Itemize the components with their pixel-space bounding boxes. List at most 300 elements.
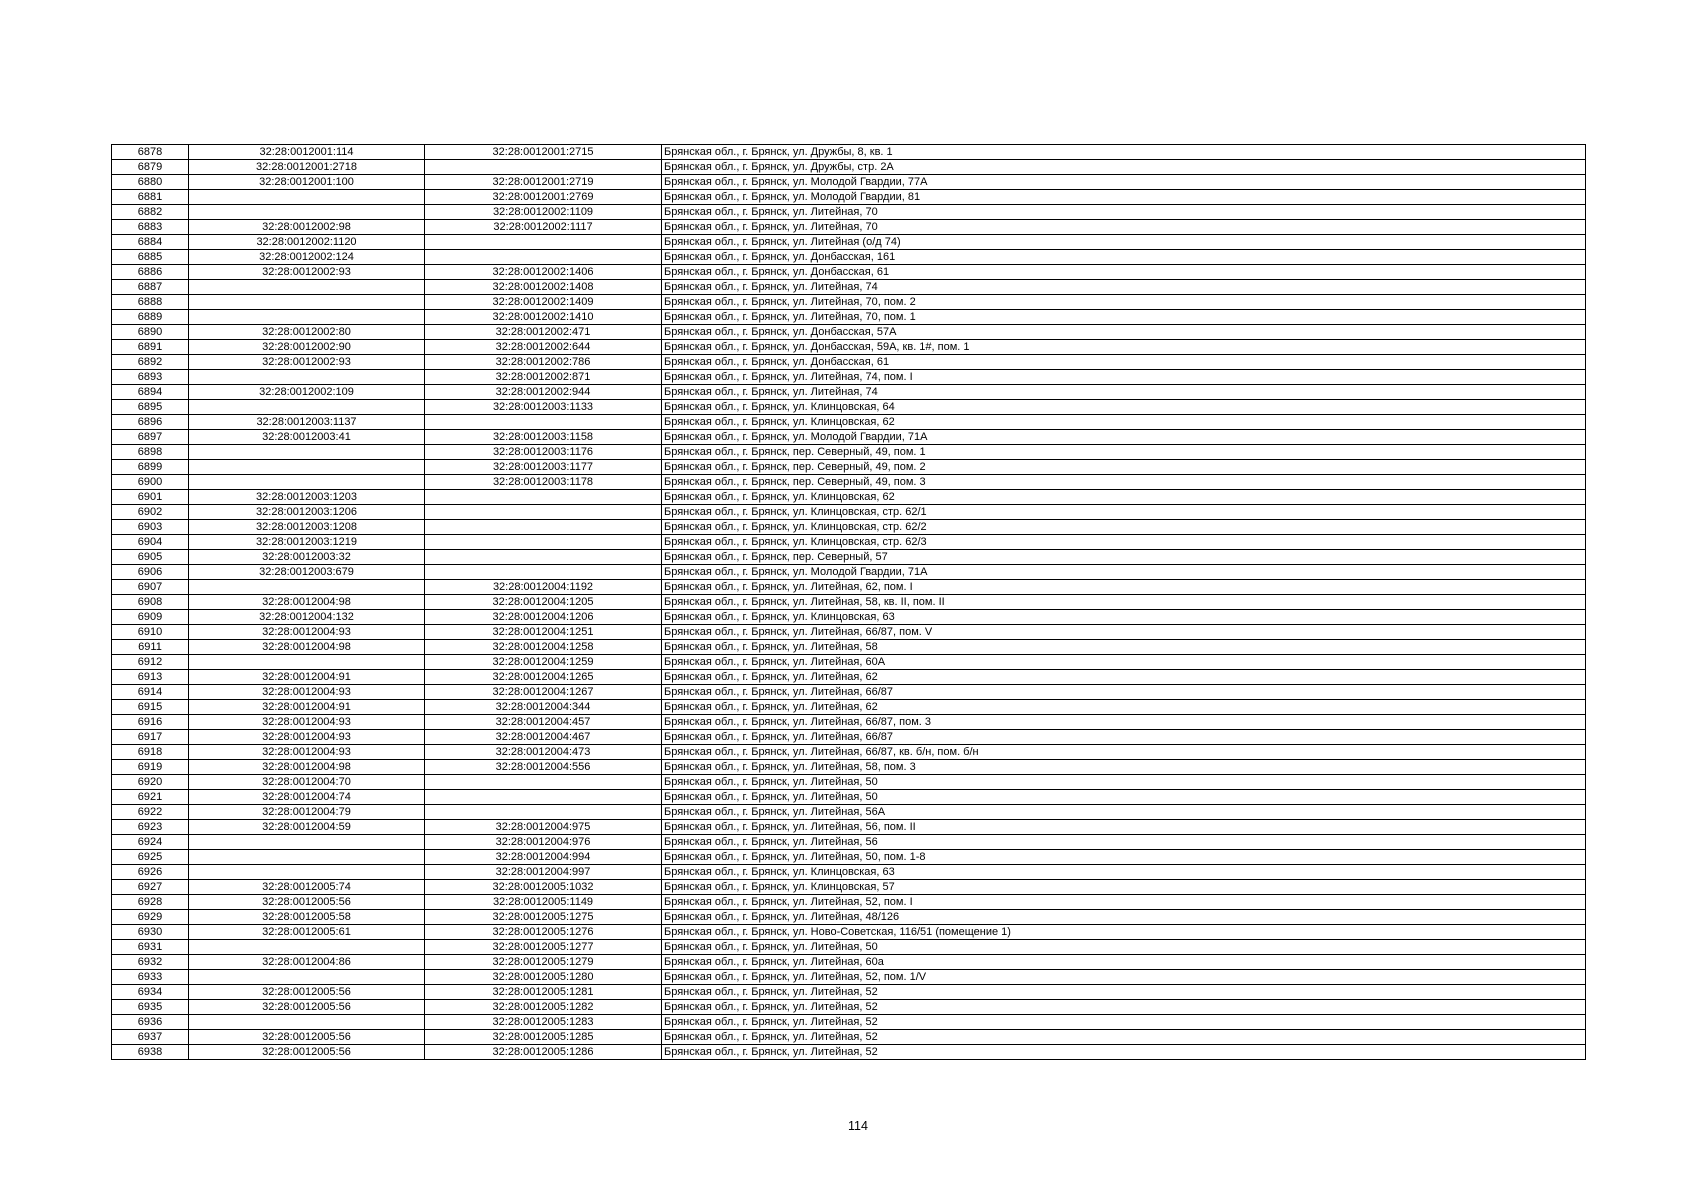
row-number-cell: 6882 bbox=[112, 205, 189, 220]
table-row bbox=[112, 610, 1586, 625]
cadastral-number-1-cell bbox=[189, 400, 425, 415]
cadastral-number-1-cell: 32:28:0012002:90 bbox=[189, 340, 425, 355]
row-number-cell: 6906 bbox=[112, 565, 189, 580]
cadastral-number-2-cell: 32:28:0012004:975 bbox=[425, 820, 662, 835]
cadastral-number-1-cell bbox=[189, 310, 425, 325]
row-number-cell: 6919 bbox=[112, 760, 189, 775]
cadastral-number-2-cell bbox=[425, 160, 662, 175]
row-number-cell: 6905 bbox=[112, 550, 189, 565]
cadastral-number-1-cell: 32:28:0012003:679 bbox=[189, 565, 425, 580]
address-cell: Брянская обл., г. Брянск, ул. Литейная, 52 bbox=[662, 1045, 1586, 1060]
table-row bbox=[112, 685, 1586, 700]
row-number-cell: 6904 bbox=[112, 535, 189, 550]
row-number-cell: 6883 bbox=[112, 220, 189, 235]
row-number-cell: 6879 bbox=[112, 160, 189, 175]
cadastral-number-1-cell bbox=[189, 445, 425, 460]
address-cell: Брянская обл., г. Брянск, ул. Литейная, 70 bbox=[662, 220, 1586, 235]
row-number-cell: 6912 bbox=[112, 655, 189, 670]
row-number-cell: 6929 bbox=[112, 910, 189, 925]
address-cell: Брянская обл., г. Брянск, ул. Литейная, 66/87, пом. 3 bbox=[662, 715, 1586, 730]
cadastral-number-2-cell: 32:28:0012003:1177 bbox=[425, 460, 662, 475]
table-row bbox=[112, 580, 1586, 595]
address-cell: Брянская обл., г. Брянск, ул. Литейная, 58, кв. II, пом. II bbox=[662, 595, 1586, 610]
row-number-cell: 6891 bbox=[112, 340, 189, 355]
row-number-cell: 6892 bbox=[112, 355, 189, 370]
row-number-cell: 6884 bbox=[112, 235, 189, 250]
cadastral-number-1-cell: 32:28:0012004:91 bbox=[189, 670, 425, 685]
table-row bbox=[112, 475, 1586, 490]
cadastral-number-2-cell: 32:28:0012002:1109 bbox=[425, 205, 662, 220]
cadastral-number-2-cell: 32:28:0012002:1408 bbox=[425, 280, 662, 295]
row-number-cell: 6927 bbox=[112, 880, 189, 895]
cadastral-number-1-cell: 32:28:0012002:124 bbox=[189, 250, 425, 265]
cadastral-number-1-cell bbox=[189, 370, 425, 385]
cadastral-number-1-cell: 32:28:0012004:93 bbox=[189, 730, 425, 745]
cadastral-number-1-cell: 32:28:0012002:93 bbox=[189, 355, 425, 370]
table-row bbox=[112, 295, 1586, 310]
cadastral-number-2-cell: 32:28:0012004:994 bbox=[425, 850, 662, 865]
table-row bbox=[112, 655, 1586, 670]
table-row bbox=[112, 310, 1586, 325]
row-number-cell: 6914 bbox=[112, 685, 189, 700]
cadastral-number-2-cell: 32:28:0012005:1281 bbox=[425, 985, 662, 1000]
address-cell: Брянская обл., г. Брянск, ул. Литейная, 58, пом. 3 bbox=[662, 760, 1586, 775]
cadastral-number-1-cell: 32:28:0012004:98 bbox=[189, 595, 425, 610]
cadastral-number-2-cell: 32:28:0012002:1117 bbox=[425, 220, 662, 235]
cadastral-number-1-cell: 32:28:0012003:1208 bbox=[189, 520, 425, 535]
table-row bbox=[112, 490, 1586, 505]
row-number-cell: 6932 bbox=[112, 955, 189, 970]
row-number-cell: 6889 bbox=[112, 310, 189, 325]
table-row bbox=[112, 460, 1586, 475]
cadastral-number-1-cell: 32:28:0012005:56 bbox=[189, 1000, 425, 1015]
cadastral-number-1-cell bbox=[189, 1015, 425, 1030]
table-row bbox=[112, 550, 1586, 565]
cadastral-number-2-cell: 32:28:0012002:644 bbox=[425, 340, 662, 355]
table-row bbox=[112, 595, 1586, 610]
cadastral-number-2-cell: 32:28:0012004:344 bbox=[425, 700, 662, 715]
table-row bbox=[112, 505, 1586, 520]
cadastral-number-1-cell: 32:28:0012003:1206 bbox=[189, 505, 425, 520]
cadastral-number-1-cell: 32:28:0012004:93 bbox=[189, 685, 425, 700]
table-row bbox=[112, 250, 1586, 265]
cadastral-number-1-cell: 32:28:0012005:56 bbox=[189, 1045, 425, 1060]
row-number-cell: 6910 bbox=[112, 625, 189, 640]
address-cell: Брянская обл., г. Брянск, ул. Клинцовская, 64 bbox=[662, 400, 1586, 415]
table-row bbox=[112, 415, 1586, 430]
cadastral-number-1-cell bbox=[189, 280, 425, 295]
table-row bbox=[112, 280, 1586, 295]
cadastral-number-1-cell: 32:28:0012003:1137 bbox=[189, 415, 425, 430]
cadastral-number-1-cell: 32:28:0012001:114 bbox=[189, 145, 425, 160]
cadastral-number-2-cell: 32:28:0012005:1277 bbox=[425, 940, 662, 955]
table-row bbox=[112, 400, 1586, 415]
row-number-cell: 6899 bbox=[112, 460, 189, 475]
table-row bbox=[112, 370, 1586, 385]
cadastral-number-2-cell: 32:28:0012004:997 bbox=[425, 865, 662, 880]
address-cell: Брянская обл., г. Брянск, ул. Литейная, 66/87, кв. б/н, пом. б/н bbox=[662, 745, 1586, 760]
address-cell: Брянская обл., г. Брянск, ул. Литейная, 48/126 bbox=[662, 910, 1586, 925]
cadastral-number-2-cell: 32:28:0012003:1176 bbox=[425, 445, 662, 460]
address-cell: Брянская обл., г. Брянск, ул. Клинцовская, стр. 62/3 bbox=[662, 535, 1586, 550]
address-cell: Брянская обл., г. Брянск, пер. Северный, 49, пом. 2 bbox=[662, 460, 1586, 475]
address-cell: Брянская обл., г. Брянск, ул. Литейная, 74 bbox=[662, 385, 1586, 400]
row-number-cell: 6898 bbox=[112, 445, 189, 460]
row-number-cell: 6936 bbox=[112, 1015, 189, 1030]
table-row bbox=[112, 1000, 1586, 1015]
cadastral-number-1-cell: 32:28:0012005:74 bbox=[189, 880, 425, 895]
cadastral-number-2-cell: 32:28:0012002:1406 bbox=[425, 265, 662, 280]
table-row bbox=[112, 805, 1586, 820]
address-cell: Брянская обл., г. Брянск, ул. Литейная, 70 bbox=[662, 205, 1586, 220]
table-row bbox=[112, 895, 1586, 910]
cadastral-number-2-cell: 32:28:0012003:1133 bbox=[425, 400, 662, 415]
row-number-cell: 6922 bbox=[112, 805, 189, 820]
address-cell: Брянская обл., г. Брянск, ул. Литейная, 62, пом. I bbox=[662, 580, 1586, 595]
address-cell: Брянская обл., г. Брянск, ул. Ново-Советская, 116/51 (помещение 1) bbox=[662, 925, 1586, 940]
cadastral-number-2-cell: 32:28:0012003:1158 bbox=[425, 430, 662, 445]
row-number-cell: 6921 bbox=[112, 790, 189, 805]
table-row bbox=[112, 925, 1586, 940]
table-row bbox=[112, 880, 1586, 895]
registry-table bbox=[111, 144, 1586, 1060]
address-cell: Брянская обл., г. Брянск, ул. Литейная, 70, пом. 1 bbox=[662, 310, 1586, 325]
table-row bbox=[112, 235, 1586, 250]
cadastral-number-2-cell: 32:28:0012004:976 bbox=[425, 835, 662, 850]
cadastral-number-1-cell: 32:28:0012004:79 bbox=[189, 805, 425, 820]
address-cell: Брянская обл., г. Брянск, ул. Дружбы, 8, кв. 1 bbox=[662, 145, 1586, 160]
cadastral-number-2-cell: 32:28:0012001:2769 bbox=[425, 190, 662, 205]
address-cell: Брянская обл., г. Брянск, ул. Литейная, 62 bbox=[662, 700, 1586, 715]
cadastral-number-2-cell: 32:28:0012004:1205 bbox=[425, 595, 662, 610]
table-row bbox=[112, 700, 1586, 715]
cadastral-number-1-cell: 32:28:0012004:91 bbox=[189, 700, 425, 715]
address-cell: Брянская обл., г. Брянск, ул. Литейная, 60а bbox=[662, 955, 1586, 970]
cadastral-number-2-cell: 32:28:0012005:1282 bbox=[425, 1000, 662, 1015]
row-number-cell: 6916 bbox=[112, 715, 189, 730]
cadastral-number-1-cell: 32:28:0012002:1120 bbox=[189, 235, 425, 250]
table-row bbox=[112, 430, 1586, 445]
address-cell: Брянская обл., г. Брянск, ул. Литейная, 56А bbox=[662, 805, 1586, 820]
table-row bbox=[112, 940, 1586, 955]
address-cell: Брянская обл., г. Брянск, ул. Литейная, 60А bbox=[662, 655, 1586, 670]
address-cell: Брянская обл., г. Брянск, ул. Литейная, 50, пом. 1-8 bbox=[662, 850, 1586, 865]
address-cell: Брянская обл., г. Брянск, ул. Литейная, 52 bbox=[662, 1015, 1586, 1030]
cadastral-number-1-cell: 32:28:0012005:56 bbox=[189, 1030, 425, 1045]
table-row bbox=[112, 730, 1586, 745]
address-cell: Брянская обл., г. Брянск, ул. Литейная (о/д 74) bbox=[662, 235, 1586, 250]
cadastral-number-1-cell: 32:28:0012003:1219 bbox=[189, 535, 425, 550]
cadastral-number-2-cell: 32:28:0012005:1149 bbox=[425, 895, 662, 910]
cadastral-number-2-cell bbox=[425, 505, 662, 520]
cadastral-number-2-cell: 32:28:0012005:1032 bbox=[425, 880, 662, 895]
cadastral-number-2-cell bbox=[425, 790, 662, 805]
cadastral-number-1-cell: 32:28:0012004:93 bbox=[189, 625, 425, 640]
row-number-cell: 6887 bbox=[112, 280, 189, 295]
row-number-cell: 6886 bbox=[112, 265, 189, 280]
row-number-cell: 6923 bbox=[112, 820, 189, 835]
cadastral-number-1-cell: 32:28:0012004:86 bbox=[189, 955, 425, 970]
cadastral-number-1-cell: 32:28:0012002:109 bbox=[189, 385, 425, 400]
row-number-cell: 6901 bbox=[112, 490, 189, 505]
table-row bbox=[112, 670, 1586, 685]
row-number-cell: 6935 bbox=[112, 1000, 189, 1015]
table-row bbox=[112, 1045, 1586, 1060]
cadastral-number-2-cell: 32:28:0012003:1178 bbox=[425, 475, 662, 490]
row-number-cell: 6895 bbox=[112, 400, 189, 415]
table-row bbox=[112, 790, 1586, 805]
address-cell: Брянская обл., г. Брянск, ул. Молодой Гвардии, 81 bbox=[662, 190, 1586, 205]
row-number-cell: 6880 bbox=[112, 175, 189, 190]
table-row bbox=[112, 175, 1586, 190]
cadastral-number-1-cell: 32:28:0012003:41 bbox=[189, 430, 425, 445]
cadastral-number-1-cell bbox=[189, 475, 425, 490]
row-number-cell: 6893 bbox=[112, 370, 189, 385]
cadastral-number-2-cell bbox=[425, 415, 662, 430]
address-cell: Брянская обл., г. Брянск, ул. Литейная, 58 bbox=[662, 640, 1586, 655]
address-cell: Брянская обл., г. Брянск, пер. Северный, 49, пом. 1 bbox=[662, 445, 1586, 460]
table-row bbox=[112, 955, 1586, 970]
row-number-cell: 6894 bbox=[112, 385, 189, 400]
cadastral-number-1-cell: 32:28:0012005:56 bbox=[189, 895, 425, 910]
cadastral-number-2-cell: 32:28:0012004:1265 bbox=[425, 670, 662, 685]
cadastral-number-2-cell: 32:28:0012004:1258 bbox=[425, 640, 662, 655]
row-number-cell: 6907 bbox=[112, 580, 189, 595]
cadastral-number-2-cell: 32:28:0012004:457 bbox=[425, 715, 662, 730]
address-cell: Брянская обл., г. Брянск, ул. Клинцовская, 63 bbox=[662, 865, 1586, 880]
cadastral-number-2-cell bbox=[425, 535, 662, 550]
cadastral-number-1-cell bbox=[189, 190, 425, 205]
table-row bbox=[112, 1030, 1586, 1045]
cadastral-number-1-cell: 32:28:0012002:98 bbox=[189, 220, 425, 235]
table-row bbox=[112, 325, 1586, 340]
table-row bbox=[112, 265, 1586, 280]
table-row bbox=[112, 985, 1586, 1000]
cadastral-number-2-cell bbox=[425, 490, 662, 505]
cadastral-number-1-cell: 32:28:0012004:70 bbox=[189, 775, 425, 790]
cadastral-number-2-cell: 32:28:0012004:467 bbox=[425, 730, 662, 745]
cadastral-number-2-cell: 32:28:0012005:1279 bbox=[425, 955, 662, 970]
cadastral-number-2-cell: 32:28:0012002:1409 bbox=[425, 295, 662, 310]
row-number-cell: 6924 bbox=[112, 835, 189, 850]
address-cell: Брянская обл., г. Брянск, ул. Литейная, 74, пом. I bbox=[662, 370, 1586, 385]
row-number-cell: 6903 bbox=[112, 520, 189, 535]
table-row bbox=[112, 145, 1586, 160]
cadastral-number-1-cell bbox=[189, 850, 425, 865]
address-cell: Брянская обл., г. Брянск, ул. Литейная, 62 bbox=[662, 670, 1586, 685]
address-cell: Брянская обл., г. Брянск, ул. Литейная, 66/87, пом. V bbox=[662, 625, 1586, 640]
cadastral-number-2-cell: 32:28:0012005:1285 bbox=[425, 1030, 662, 1045]
cadastral-number-2-cell bbox=[425, 550, 662, 565]
cadastral-number-2-cell: 32:28:0012002:786 bbox=[425, 355, 662, 370]
address-cell: Брянская обл., г. Брянск, пер. Северный, 49, пом. 3 bbox=[662, 475, 1586, 490]
cadastral-number-2-cell bbox=[425, 250, 662, 265]
address-cell: Брянская обл., г. Брянск, ул. Клинцовская, 62 bbox=[662, 490, 1586, 505]
cadastral-number-2-cell: 32:28:0012004:1267 bbox=[425, 685, 662, 700]
cadastral-number-1-cell bbox=[189, 835, 425, 850]
row-number-cell: 6928 bbox=[112, 895, 189, 910]
cadastral-number-1-cell: 32:28:0012004:98 bbox=[189, 640, 425, 655]
row-number-cell: 6911 bbox=[112, 640, 189, 655]
cadastral-number-1-cell: 32:28:0012004:132 bbox=[189, 610, 425, 625]
cadastral-number-2-cell: 32:28:0012005:1276 bbox=[425, 925, 662, 940]
cadastral-number-2-cell bbox=[425, 805, 662, 820]
row-number-cell: 6931 bbox=[112, 940, 189, 955]
row-number-cell: 6930 bbox=[112, 925, 189, 940]
row-number-cell: 6888 bbox=[112, 295, 189, 310]
cadastral-number-2-cell bbox=[425, 565, 662, 580]
cadastral-number-2-cell: 32:28:0012004:473 bbox=[425, 745, 662, 760]
address-cell: Брянская обл., г. Брянск, ул. Донбасская, 57А bbox=[662, 325, 1586, 340]
cadastral-number-1-cell: 32:28:0012004:98 bbox=[189, 760, 425, 775]
cadastral-number-2-cell: 32:28:0012004:1192 bbox=[425, 580, 662, 595]
address-cell: Брянская обл., г. Брянск, ул. Литейная, 70, пом. 2 bbox=[662, 295, 1586, 310]
cadastral-number-1-cell: 32:28:0012002:80 bbox=[189, 325, 425, 340]
table-row bbox=[112, 820, 1586, 835]
cadastral-number-1-cell: 32:28:0012001:100 bbox=[189, 175, 425, 190]
row-number-cell: 6920 bbox=[112, 775, 189, 790]
table-row bbox=[112, 745, 1586, 760]
address-cell: Брянская обл., г. Брянск, ул. Клинцовская, стр. 62/1 bbox=[662, 505, 1586, 520]
row-number-cell: 6934 bbox=[112, 985, 189, 1000]
address-cell: Брянская обл., г. Брянск, пер. Северный, 57 bbox=[662, 550, 1586, 565]
table-row bbox=[112, 220, 1586, 235]
cadastral-number-1-cell: 32:28:0012004:74 bbox=[189, 790, 425, 805]
table-row bbox=[112, 340, 1586, 355]
address-cell: Брянская обл., г. Брянск, ул. Литейная, 52, пом. I bbox=[662, 895, 1586, 910]
row-number-cell: 6878 bbox=[112, 145, 189, 160]
table-row bbox=[112, 625, 1586, 640]
cadastral-number-2-cell: 32:28:0012004:1251 bbox=[425, 625, 662, 640]
address-cell: Брянская обл., г. Брянск, ул. Литейная, 52 bbox=[662, 1030, 1586, 1045]
address-cell: Брянская обл., г. Брянск, ул. Донбасская, 61 bbox=[662, 265, 1586, 280]
row-number-cell: 6933 bbox=[112, 970, 189, 985]
address-cell: Брянская обл., г. Брянск, ул. Клинцовская, 63 bbox=[662, 610, 1586, 625]
cadastral-number-1-cell: 32:28:0012005:56 bbox=[189, 985, 425, 1000]
cadastral-number-1-cell: 32:28:0012001:2718 bbox=[189, 160, 425, 175]
cadastral-number-1-cell bbox=[189, 655, 425, 670]
row-number-cell: 6885 bbox=[112, 250, 189, 265]
address-cell: Брянская обл., г. Брянск, ул. Молодой Гвардии, 77А bbox=[662, 175, 1586, 190]
table-row bbox=[112, 535, 1586, 550]
table-row bbox=[112, 910, 1586, 925]
cadastral-number-1-cell: 32:28:0012005:58 bbox=[189, 910, 425, 925]
table-row bbox=[112, 715, 1586, 730]
row-number-cell: 6890 bbox=[112, 325, 189, 340]
cadastral-number-1-cell bbox=[189, 580, 425, 595]
address-cell: Брянская обл., г. Брянск, ул. Клинцовская, 62 bbox=[662, 415, 1586, 430]
row-number-cell: 6909 bbox=[112, 610, 189, 625]
cadastral-number-2-cell: 32:28:0012001:2719 bbox=[425, 175, 662, 190]
address-cell: Брянская обл., г. Брянск, ул. Клинцовская, стр. 62/2 bbox=[662, 520, 1586, 535]
page-number: 114 bbox=[848, 1119, 868, 1133]
cadastral-number-2-cell bbox=[425, 520, 662, 535]
table-row bbox=[112, 445, 1586, 460]
table-row bbox=[112, 355, 1586, 370]
cadastral-number-2-cell: 32:28:0012005:1275 bbox=[425, 910, 662, 925]
address-cell: Брянская обл., г. Брянск, ул. Литейная, 52 bbox=[662, 1000, 1586, 1015]
cadastral-number-1-cell bbox=[189, 460, 425, 475]
address-cell: Брянская обл., г. Брянск, ул. Литейная, 50 bbox=[662, 790, 1586, 805]
cadastral-number-1-cell bbox=[189, 970, 425, 985]
address-cell: Брянская обл., г. Брянск, ул. Литейная, 74 bbox=[662, 280, 1586, 295]
address-cell: Брянская обл., г. Брянск, ул. Донбасская, 161 bbox=[662, 250, 1586, 265]
row-number-cell: 6900 bbox=[112, 475, 189, 490]
row-number-cell: 6915 bbox=[112, 700, 189, 715]
address-cell: Брянская обл., г. Брянск, ул. Донбасская, 61 bbox=[662, 355, 1586, 370]
cadastral-number-1-cell: 32:28:0012004:93 bbox=[189, 715, 425, 730]
table-row bbox=[112, 160, 1586, 175]
cadastral-number-2-cell: 32:28:0012002:471 bbox=[425, 325, 662, 340]
table-row bbox=[112, 520, 1586, 535]
address-cell: Брянская обл., г. Брянск, ул. Литейная, 52, пом. 1/V bbox=[662, 970, 1586, 985]
cadastral-number-1-cell: 32:28:0012003:1203 bbox=[189, 490, 425, 505]
row-number-cell: 6881 bbox=[112, 190, 189, 205]
row-number-cell: 6926 bbox=[112, 865, 189, 880]
address-cell: Брянская обл., г. Брянск, ул. Дружбы, стр. 2А bbox=[662, 160, 1586, 175]
table-row bbox=[112, 385, 1586, 400]
row-number-cell: 6918 bbox=[112, 745, 189, 760]
address-cell: Брянская обл., г. Брянск, ул. Литейная, 66/87 bbox=[662, 730, 1586, 745]
address-cell: Брянская обл., г. Брянск, ул. Литейная, 56, пом. II bbox=[662, 820, 1586, 835]
row-number-cell: 6937 bbox=[112, 1030, 189, 1045]
cadastral-number-1-cell: 32:28:0012004:93 bbox=[189, 745, 425, 760]
address-cell: Брянская обл., г. Брянск, ул. Клинцовская, 57 bbox=[662, 880, 1586, 895]
row-number-cell: 6902 bbox=[112, 505, 189, 520]
table-row bbox=[112, 865, 1586, 880]
row-number-cell: 6917 bbox=[112, 730, 189, 745]
cadastral-number-1-cell bbox=[189, 940, 425, 955]
address-cell: Брянская обл., г. Брянск, ул. Донбасская, 59А, кв. 1#, пом. 1 bbox=[662, 340, 1586, 355]
cadastral-number-1-cell: 32:28:0012004:59 bbox=[189, 820, 425, 835]
cadastral-number-2-cell: 32:28:0012004:1259 bbox=[425, 655, 662, 670]
cadastral-number-2-cell: 32:28:0012005:1283 bbox=[425, 1015, 662, 1030]
row-number-cell: 6896 bbox=[112, 415, 189, 430]
row-number-cell: 6925 bbox=[112, 850, 189, 865]
cadastral-number-2-cell: 32:28:0012002:871 bbox=[425, 370, 662, 385]
cadastral-number-1-cell: 32:28:0012002:93 bbox=[189, 265, 425, 280]
address-cell: Брянская обл., г. Брянск, ул. Литейная, 56 bbox=[662, 835, 1586, 850]
table-row bbox=[112, 565, 1586, 580]
address-cell: Брянская обл., г. Брянск, ул. Молодой Гвардии, 71А bbox=[662, 430, 1586, 445]
table-row bbox=[112, 775, 1586, 790]
table-row bbox=[112, 970, 1586, 985]
row-number-cell: 6913 bbox=[112, 670, 189, 685]
address-cell: Брянская обл., г. Брянск, ул. Молодой Гвардии, 71А bbox=[662, 565, 1586, 580]
row-number-cell: 6938 bbox=[112, 1045, 189, 1060]
cadastral-number-2-cell: 32:28:0012004:556 bbox=[425, 760, 662, 775]
cadastral-number-2-cell: 32:28:0012005:1286 bbox=[425, 1045, 662, 1060]
cadastral-number-1-cell bbox=[189, 205, 425, 220]
address-cell: Брянская обл., г. Брянск, ул. Литейная, 50 bbox=[662, 775, 1586, 790]
cadastral-number-1-cell: 32:28:0012003:32 bbox=[189, 550, 425, 565]
cadastral-number-1-cell bbox=[189, 295, 425, 310]
cadastral-number-2-cell: 32:28:0012005:1280 bbox=[425, 970, 662, 985]
table-row bbox=[112, 1015, 1586, 1030]
cadastral-number-2-cell: 32:28:0012002:1410 bbox=[425, 310, 662, 325]
address-cell: Брянская обл., г. Брянск, ул. Литейная, 66/87 bbox=[662, 685, 1586, 700]
table-row bbox=[112, 190, 1586, 205]
cadastral-number-1-cell: 32:28:0012005:61 bbox=[189, 925, 425, 940]
table-row bbox=[112, 640, 1586, 655]
address-cell: Брянская обл., г. Брянск, ул. Литейная, 50 bbox=[662, 940, 1586, 955]
cadastral-number-2-cell bbox=[425, 235, 662, 250]
table-row bbox=[112, 760, 1586, 775]
cadastral-number-2-cell: 32:28:0012004:1206 bbox=[425, 610, 662, 625]
table-row bbox=[112, 835, 1586, 850]
address-cell: Брянская обл., г. Брянск, ул. Литейная, 52 bbox=[662, 985, 1586, 1000]
cadastral-number-2-cell bbox=[425, 775, 662, 790]
